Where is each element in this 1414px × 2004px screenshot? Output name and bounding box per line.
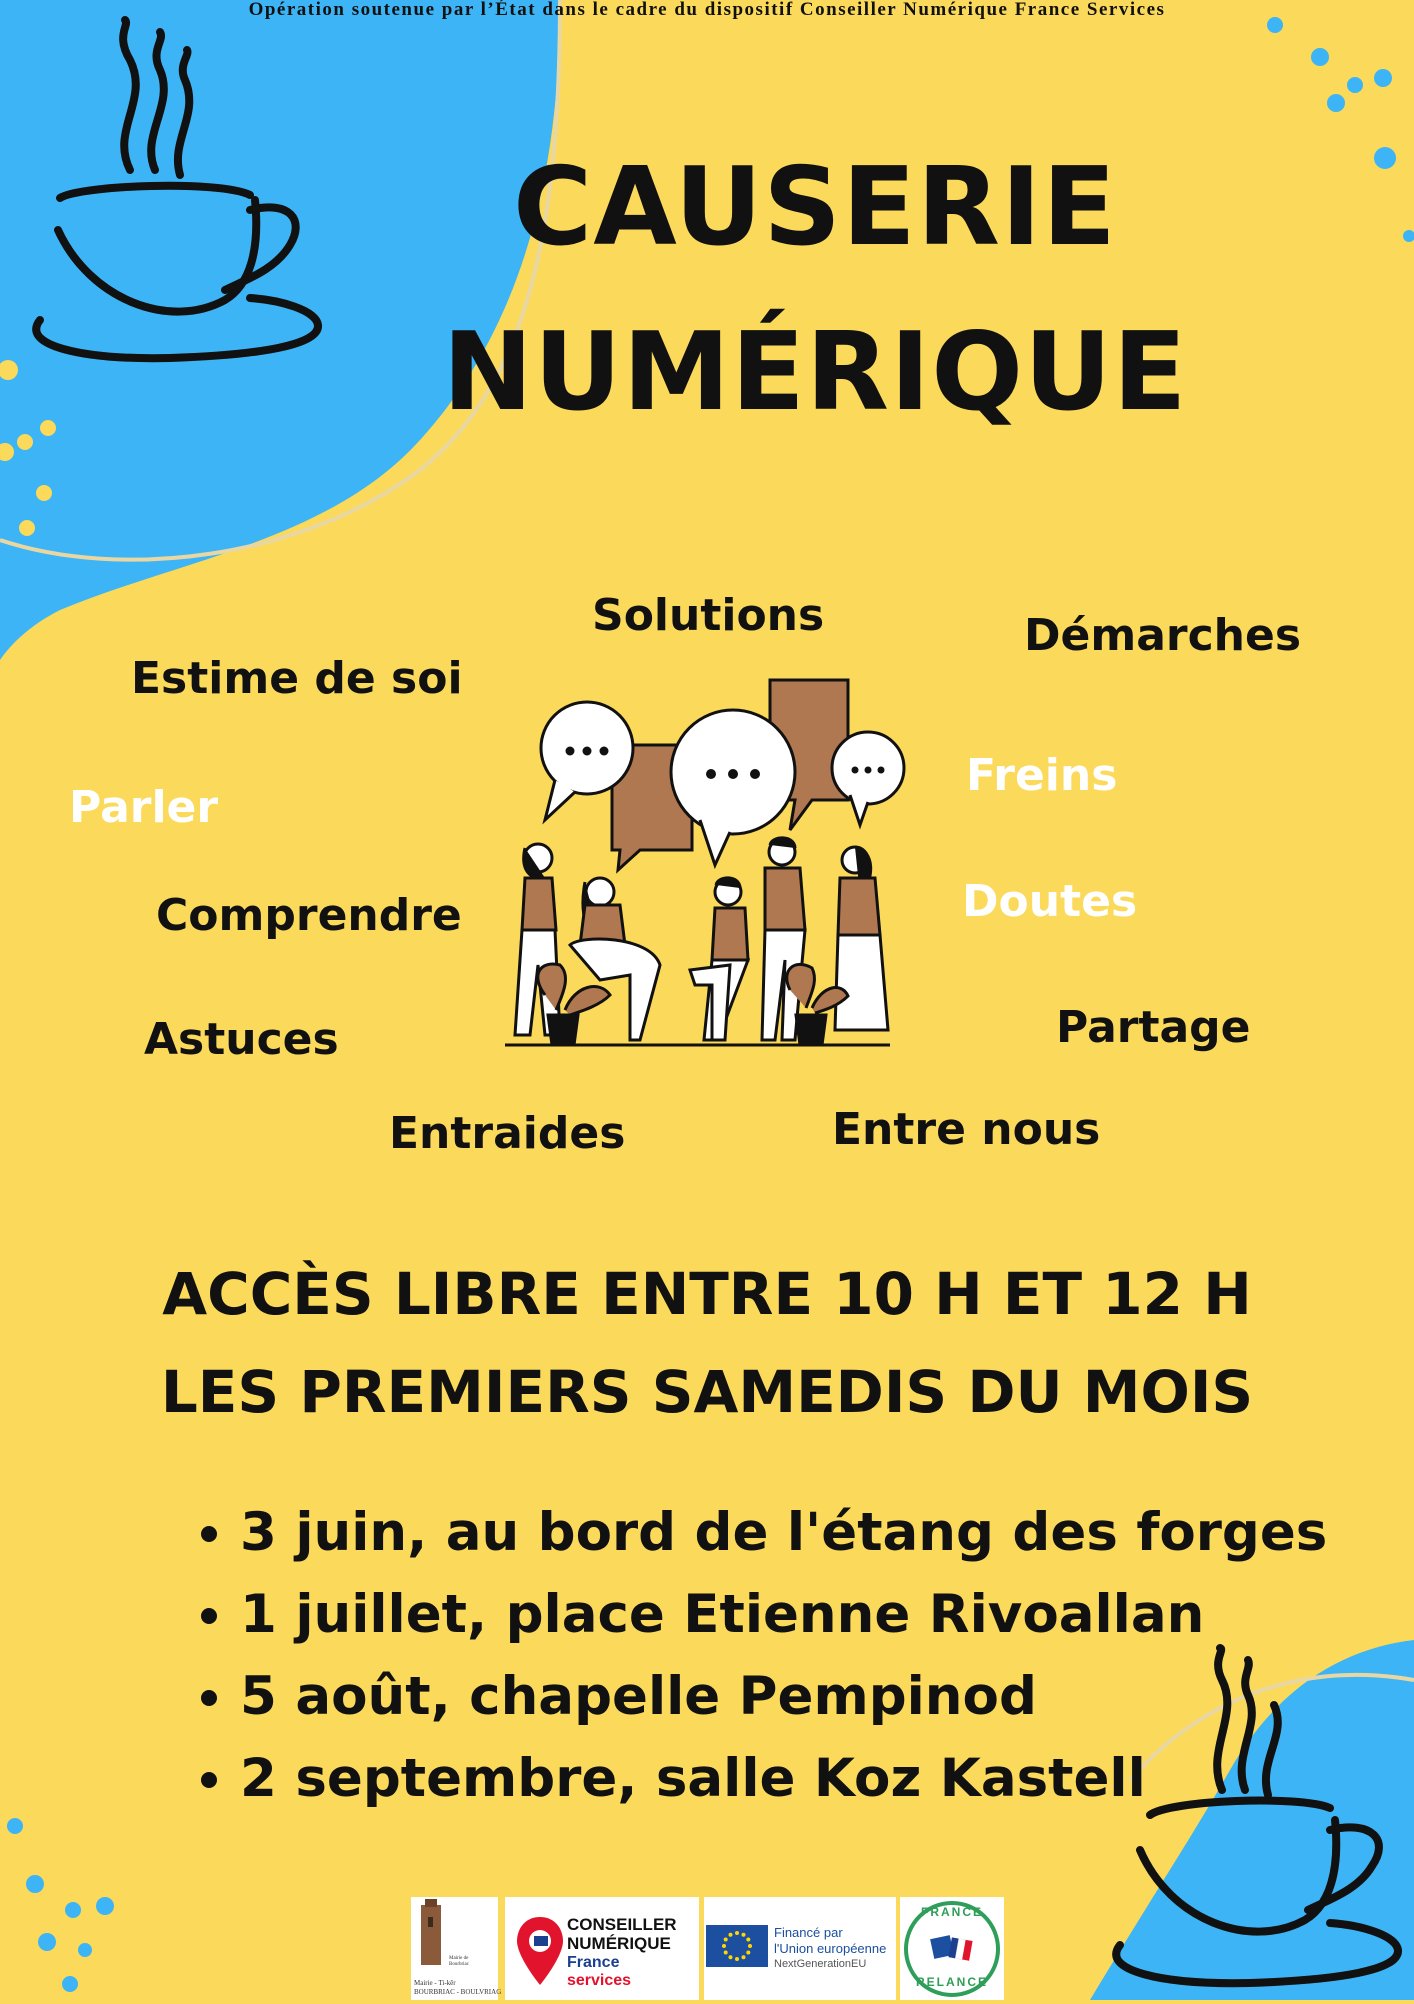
conseiller-numerique-logo [505, 1897, 699, 2000]
page-title-line1: CAUSERIE [513, 145, 1117, 270]
list-item: • 2 septembre, salle Koz Kastell [240, 1738, 1400, 1820]
keyword-solutions: Solutions [592, 590, 825, 641]
france-relance-logo [900, 1897, 1004, 2000]
keyword-doutes: Doutes [962, 876, 1138, 927]
logo-label: France [567, 1954, 620, 1971]
mairie-sublabel: BOURBRIAC - BOULVRIAG [414, 1988, 502, 1996]
eu-funding-logo [704, 1897, 896, 2000]
logo-label: FRANCE [921, 1905, 983, 1919]
funding-note: Opération soutenue par l’État dans le cadre du dispositif Conseiller Numérique France Services [248, 0, 1166, 20]
svg-text:Mairie de: Mairie de [449, 1956, 469, 1961]
map-pin-icon [515, 1915, 565, 1987]
keyword-entraides: Entraides [389, 1108, 626, 1159]
eu-flag-icon [706, 1925, 768, 1967]
logo-label: CONSEILLER [567, 1915, 677, 1934]
keyword-comprendre: Comprendre [156, 890, 462, 941]
keyword-demarches: Démarches [1024, 610, 1302, 661]
logo-label: l'Union européenne [774, 1941, 887, 1956]
keyword-freins: Freins [966, 750, 1118, 801]
list-item: • 5 août, chapelle Pempinod [240, 1656, 1400, 1738]
speech-bubble [541, 680, 904, 870]
dots-bottom-left [7, 1818, 114, 1992]
page-title-line2: NUMÉRIQUE [442, 310, 1188, 435]
keyword-partage: Partage [1056, 1002, 1251, 1053]
logo-label: NUMÉRIQUE [567, 1934, 671, 1953]
keyword-entre-nous: Entre nous [832, 1104, 1101, 1155]
mairie-label: Mairie - Ti-kêr [414, 1979, 456, 1987]
keyword-parler: Parler [69, 782, 219, 833]
logo-label: NextGenerationEU [774, 1958, 867, 1970]
keyword-estime: Estime de soi [131, 653, 463, 704]
tower-icon [411, 1897, 498, 1977]
access-hours: ACCÈS LIBRE ENTRE 10 H ET 12 H [162, 1260, 1252, 1328]
logo-label: RELANCE [916, 1975, 989, 1989]
keyword-astuces: Astuces [144, 1014, 339, 1065]
discussion-illustration [505, 680, 904, 1045]
logo-label: services [567, 1972, 632, 1989]
list-item: • 1 juillet, place Etienne Rivoallan [240, 1574, 1400, 1656]
access-days: LES PREMIERS SAMEDIS DU MOIS [160, 1358, 1254, 1426]
logo-label: Financé par [774, 1925, 843, 1940]
mairie-logo [411, 1897, 502, 2000]
dots-top-right [1267, 17, 1414, 242]
events-list [190, 1492, 1400, 1820]
svg-text:Bourbriac: Bourbriac [449, 1962, 469, 1967]
list-item: • 3 juin, au bord de l'étang des forges [240, 1492, 1400, 1574]
